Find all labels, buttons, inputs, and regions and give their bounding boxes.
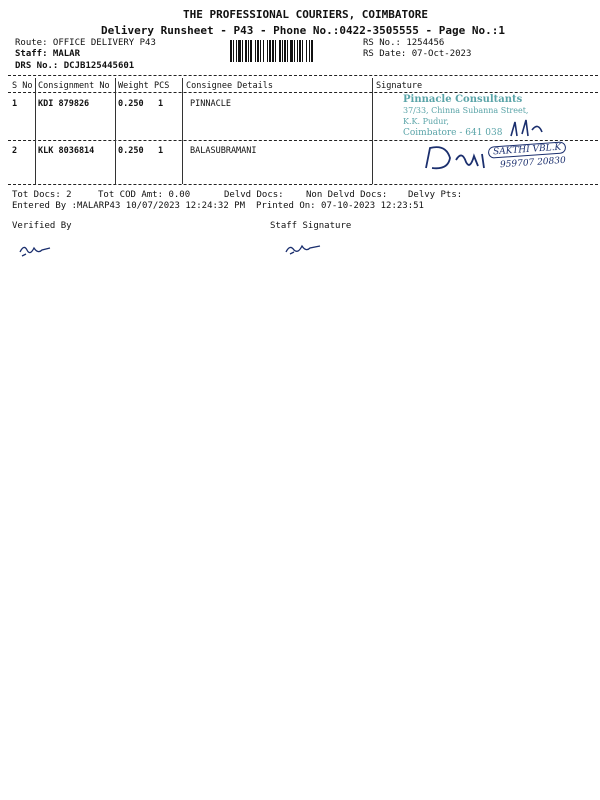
non-delivered-docs: Non Delvd Docs: xyxy=(306,190,388,200)
header-consignee: Consignee Details xyxy=(186,81,273,91)
total-cod: Tot COD Amt: 0.00 xyxy=(98,190,191,200)
rs-date: RS Date: 07-Oct-2023 xyxy=(363,49,472,59)
row1-weight: 0.250 xyxy=(118,99,144,109)
route-label: Route: OFFICE DELIVERY P43 xyxy=(15,38,156,48)
staff-signature-label: Staff Signature xyxy=(270,221,352,231)
header-consignment: Consignment No xyxy=(38,81,110,91)
barcode xyxy=(230,40,354,62)
total-docs: Tot Docs: 2 xyxy=(12,190,72,200)
header-signature: Signature xyxy=(376,81,423,91)
company-title: THE PROFESSIONAL COURIERS, COIMBATORE xyxy=(183,8,429,21)
signature-scribble-1 xyxy=(508,116,548,140)
col-divider xyxy=(35,78,36,184)
stamp-address-3: Coimbatore - 641 038 xyxy=(403,128,503,138)
signature-scribble-2 xyxy=(420,140,500,174)
table-top-rule xyxy=(8,75,598,76)
col-divider xyxy=(182,78,183,184)
row2-weight: 0.250 xyxy=(118,146,144,156)
table-bottom-rule xyxy=(8,184,598,185)
header-sno: S No xyxy=(12,81,33,91)
stamp-address-2: K.K. Pudur, xyxy=(403,117,449,126)
row2-pcs: 1 xyxy=(158,146,164,156)
row2-sno: 2 xyxy=(12,146,18,156)
receiver-phone-handwritten: 959707 20830 xyxy=(499,155,567,171)
col-divider xyxy=(372,78,373,184)
table-header-rule xyxy=(8,92,598,93)
col-divider xyxy=(115,78,116,184)
staff-signature xyxy=(284,238,324,258)
row-separator xyxy=(8,140,598,141)
row2-consignment: KLK 8036814 xyxy=(38,146,95,156)
header-weight: Weight xyxy=(118,81,149,91)
staff-label: Staff: MALAR xyxy=(15,49,81,59)
stamp-address-1: 37/33, Chinna Subanna Street, xyxy=(403,106,529,115)
delivered-docs: Delvd Docs: xyxy=(224,190,284,200)
delivery-points: Delvy Pts: xyxy=(408,190,463,200)
entered-by: Entered By :MALARP43 10/07/2023 12:24:32 PM xyxy=(12,201,245,211)
printed-on: Printed On: 07-10-2023 12:23:51 xyxy=(256,201,424,211)
row1-pcs: 1 xyxy=(158,99,164,109)
verified-by-label: Verified By xyxy=(12,221,72,231)
stamp-company: Pinnacle Consultants xyxy=(403,94,523,105)
verifier-signature xyxy=(18,240,54,260)
row2-consignee: BALASUBRAMANI xyxy=(190,146,257,156)
receiver-name-handwritten: SAKTHI VBL.K xyxy=(488,141,567,158)
row1-consignment: KDI 879826 xyxy=(38,99,90,109)
runsheet-subtitle: Delivery Runsheet - P43 - Phone No.:0422-3505555 - Page No.:1 xyxy=(101,24,505,37)
rs-number: RS No.: 1254456 xyxy=(363,38,445,48)
row1-sno: 1 xyxy=(12,99,18,109)
header-pcs: PCS xyxy=(154,81,170,91)
row1-consignee: PINNACLE xyxy=(190,99,231,109)
drs-number: DRS No.: DCJB125445601 xyxy=(15,61,135,71)
